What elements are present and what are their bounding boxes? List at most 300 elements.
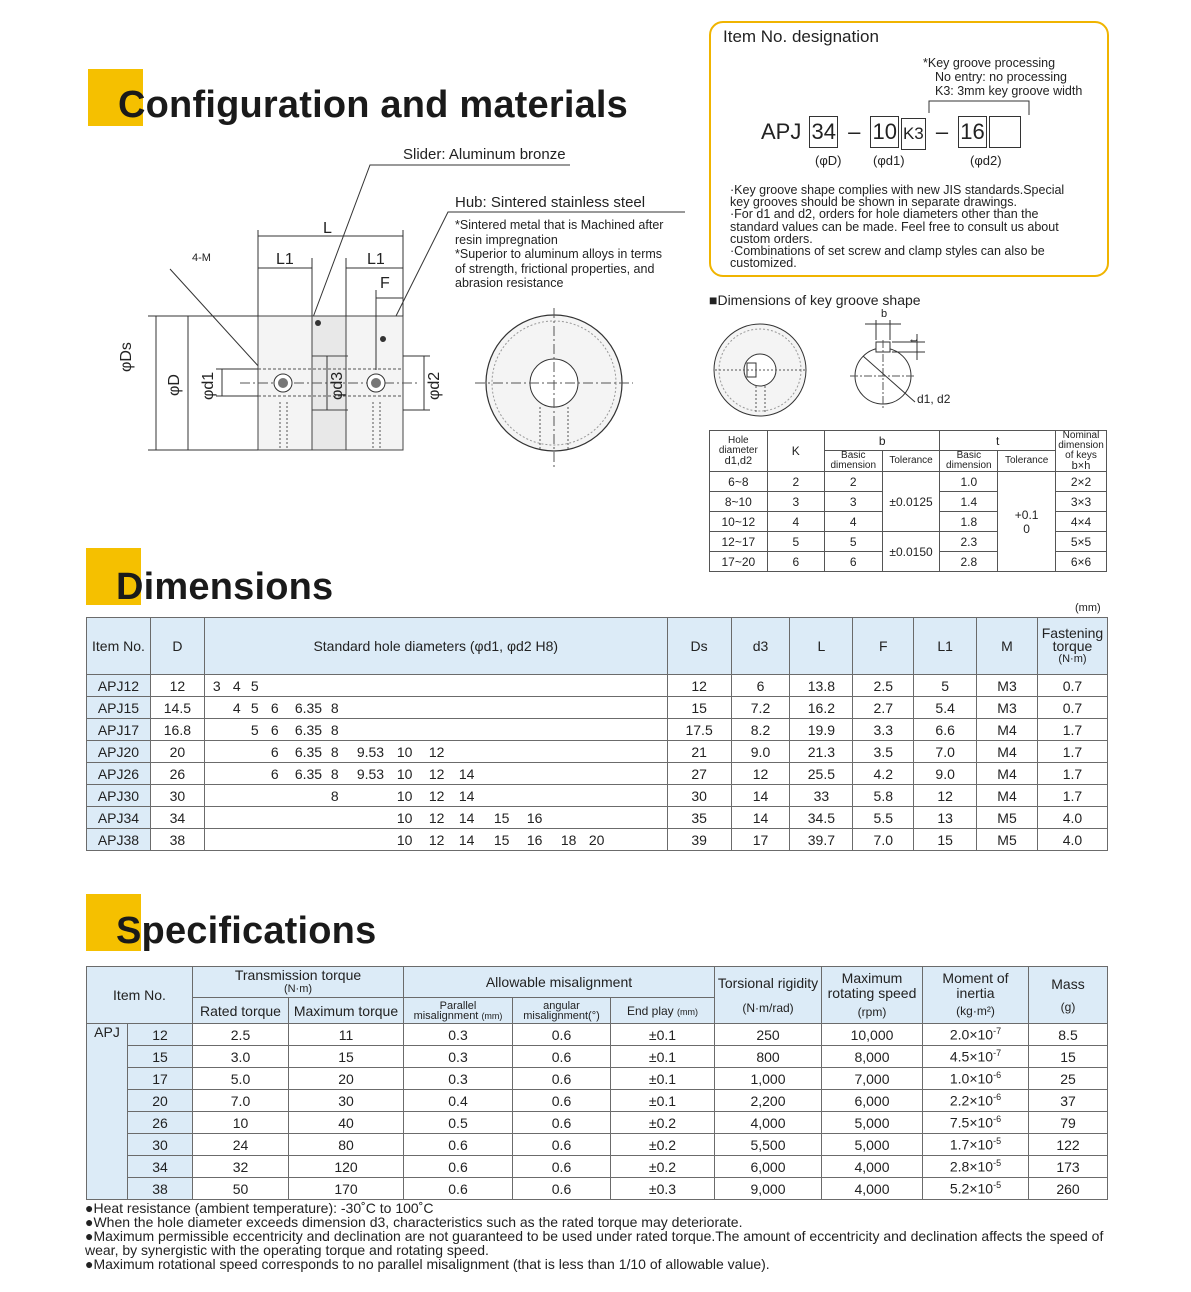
spec-th-trans-label: Transmission torque: [234, 967, 362, 983]
hole-diameter: 12: [428, 743, 445, 760]
spec-note: ●Maximum permissible eccentricity and declination are not guaranteed to be used under rated torque.The amount of eccentricity and declination affects the speed of wear, by synergistic with the operating torque and rotating speed.: [85, 1228, 1104, 1258]
key-b: 5: [824, 532, 882, 552]
key-th-text: d1,d2: [724, 455, 753, 467]
hole-diameter: 4: [232, 677, 241, 694]
dim-holes: [204, 741, 667, 763]
dim-holes: [204, 719, 667, 741]
hole-diameter: 9.53: [356, 743, 385, 760]
spec-ang: 0.6: [513, 1156, 611, 1178]
dim-T: 0.7: [1037, 675, 1107, 697]
dim-M: M3: [977, 675, 1038, 697]
dim-D: 20: [150, 741, 204, 763]
key-nominal: 5×5: [1056, 532, 1107, 552]
hub-note-line: resin impregnation: [455, 232, 558, 247]
code-d1-box: 10: [870, 116, 898, 148]
hole-diameter: 6.35: [294, 699, 323, 716]
dim-L: 39.7: [790, 829, 853, 851]
dim-T: 1.7: [1037, 763, 1107, 785]
spec-th-torsional-label: Torsional rigidity: [717, 975, 819, 991]
spec-inertia: [923, 1024, 1029, 1046]
spec-speed: 10,000: [822, 1024, 923, 1046]
spec-mass: 173: [1029, 1156, 1108, 1178]
spec-th-parallel-line: [404, 1011, 512, 1021]
key-label-b: b: [881, 308, 888, 320]
spec-ang: 0.6: [513, 1178, 611, 1200]
spec-speed: 4,000: [822, 1178, 923, 1200]
spec-th-angular-line: [513, 1011, 610, 1021]
spec-inertia-value: 1.0×10: [949, 1070, 994, 1087]
spec-par: 0.3: [404, 1024, 513, 1046]
spec-th-mass: [1029, 967, 1108, 1024]
spec-inertia: [923, 1090, 1029, 1112]
dim-d3: 14: [731, 785, 790, 807]
spec-th-angular-label: misalignment: [523, 1009, 589, 1022]
dim-M: M4: [977, 763, 1038, 785]
spec-inertia-exponent: -7: [993, 1026, 1002, 1037]
spec-tors: 1,000: [715, 1068, 822, 1090]
designation-note: standard values can be made. Feel free to consult us about: [730, 219, 1059, 234]
hole-diameter: 10: [396, 787, 413, 804]
dim-D: 30: [150, 785, 204, 807]
dim-L1: 5.4: [914, 697, 977, 719]
dim-M: M5: [977, 829, 1038, 851]
dim-label-L1-left: L1: [276, 251, 294, 268]
spec-size: 30: [128, 1134, 193, 1156]
hub-note-line: of strength, frictional properties, and: [455, 261, 655, 276]
dim-L1: 13: [914, 807, 977, 829]
spec-th-max: Maximum torque: [289, 998, 404, 1024]
dim-F: 5.8: [853, 785, 914, 807]
dim-holes: [204, 697, 667, 719]
key-th-text: Basic: [841, 450, 866, 461]
key-t: 1.0: [940, 472, 998, 492]
dim-item: APJ12: [87, 675, 151, 697]
hole-diameter: 14: [458, 765, 475, 782]
spec-rated: 7.0: [193, 1090, 289, 1112]
spec-mass: 25: [1029, 1068, 1108, 1090]
dim-holes: [204, 807, 667, 829]
spec-size: 12: [128, 1024, 193, 1046]
dim-item: APJ26: [87, 763, 151, 785]
spec-max: 15: [289, 1046, 404, 1068]
spec-speed: 8,000: [822, 1046, 923, 1068]
code-label-d2: (φd2): [970, 153, 1002, 168]
table-row: [87, 1068, 1108, 1090]
spec-th-parallel: [404, 998, 513, 1024]
dim-M: M5: [977, 807, 1038, 829]
key-th-t: t: [940, 431, 1056, 451]
dim-F: 4.2: [853, 763, 914, 785]
dim-label-D: φD: [166, 374, 183, 396]
spec-th-misalignment: Allowable misalignment: [404, 967, 715, 998]
key-t-tol: [998, 472, 1056, 572]
key-k: 6: [767, 552, 824, 572]
spec-inertia-value: 1.7×10: [949, 1136, 994, 1153]
key-note-line: K3: 3mm key groove width: [935, 84, 1083, 98]
spec-inertia-exponent: -5: [993, 1180, 1002, 1191]
spec-th-mass-label: Mass: [1051, 976, 1085, 992]
spec-note: ●Maximum rotational speed corresponds to no parallel misalignment (that is less than 1/10 of allowable value).: [85, 1256, 770, 1272]
spec-th-speed-label: Maximum: [841, 969, 903, 986]
code-d-box: 34: [809, 116, 837, 148]
spec-rated: 2.5: [193, 1024, 289, 1046]
spec-th-parallel-label: Parallel: [439, 999, 477, 1012]
dim-Ds: 35: [667, 807, 731, 829]
spec-rated: 10: [193, 1112, 289, 1134]
spec-th-parallel-label: misalignment: [413, 1009, 479, 1022]
spec-mass: 37: [1029, 1090, 1108, 1112]
spec-par: 0.6: [404, 1156, 513, 1178]
designation-code: [761, 116, 1021, 150]
dim-d3: 17: [731, 829, 790, 851]
table-row: [87, 1134, 1108, 1156]
table-row: [87, 1112, 1108, 1134]
key-t: 1.4: [940, 492, 998, 512]
table-row: [87, 1024, 1108, 1046]
key-groove-title: ■Dimensions of key groove shape: [709, 292, 921, 308]
key-th-text: of keys: [1065, 450, 1097, 461]
spec-th-inertia: [923, 967, 1029, 1024]
hole-diameter: 15: [493, 831, 510, 848]
spec-mass: 79: [1029, 1112, 1108, 1134]
key-th-b-tol: Tolerance: [882, 451, 940, 472]
key-note-line: No entry: no processing: [935, 70, 1068, 84]
designation-note: ·Key groove shape complies with new JIS standards.Special: [730, 183, 1065, 197]
hole-diameter: 3: [212, 677, 221, 694]
hole-diameter: 8: [330, 743, 339, 760]
key-nominal: 2×2: [1056, 472, 1107, 492]
table-row: [87, 785, 1108, 807]
spec-inertia-value: 2.2×10: [949, 1092, 994, 1109]
spec-th-item: Item No.: [87, 967, 193, 1024]
spec-th-inertia-label: Moment of: [942, 970, 1009, 986]
dim-th-torque: [1037, 618, 1107, 675]
spec-tors: 5,500: [715, 1134, 822, 1156]
key-b: 6: [824, 552, 882, 572]
key-label-d: d1, d2: [917, 392, 951, 406]
dim-d3: 12: [731, 763, 790, 785]
key-hole: 8~10: [710, 492, 768, 512]
spec-th-speed-unit: (rpm): [857, 1004, 887, 1019]
code-label-d1: (φd1): [873, 153, 905, 168]
spec-tors: 800: [715, 1046, 822, 1068]
code-label-d: (φD): [815, 153, 842, 168]
dim-D: 12: [150, 675, 204, 697]
dim-holes: [204, 675, 667, 697]
spec-end: ±0.1: [611, 1024, 715, 1046]
code-dash: –: [848, 119, 861, 144]
dim-item: APJ38: [87, 829, 151, 851]
table-row: [87, 763, 1108, 785]
key-t-tol-lower: 0: [1023, 521, 1030, 536]
spec-inertia: [923, 1046, 1029, 1068]
dim-L: 21.3: [790, 741, 853, 763]
spec-par: 0.3: [404, 1046, 513, 1068]
dim-Ds: 27: [667, 763, 731, 785]
spec-size: 15: [128, 1046, 193, 1068]
key-th-hole: [710, 431, 768, 472]
key-t: 2.3: [940, 532, 998, 552]
dim-D: 34: [150, 807, 204, 829]
spec-th-inertia-label: inertia: [956, 985, 995, 1001]
designation-note: ·For d1 and d2, orders for hole diameters other than the: [730, 207, 1039, 222]
dim-th-d3: d3: [731, 618, 790, 675]
spec-ang: 0.6: [513, 1090, 611, 1112]
hole-diameter: 6.35: [294, 743, 323, 760]
hole-diameter: 8: [330, 721, 339, 738]
key-th-k: K: [767, 431, 824, 472]
dim-F: 3.3: [853, 719, 914, 741]
dim-label-d1: φd1: [200, 371, 217, 400]
spec-inertia-exponent: -6: [993, 1092, 1002, 1103]
dim-L: 16.2: [790, 697, 853, 719]
spec-th-mass-unit: (g): [1060, 1000, 1076, 1014]
spec-speed: 4,000: [822, 1156, 923, 1178]
hole-diameter: 12: [428, 787, 445, 804]
dim-L1: 6.6: [914, 719, 977, 741]
table-row: [87, 1046, 1108, 1068]
spec-inertia: [923, 1156, 1029, 1178]
dim-F: 3.5: [853, 741, 914, 763]
key-t-tol-upper: +0.1: [1014, 507, 1039, 522]
spec-max: 11: [289, 1024, 404, 1046]
key-th-text: Nominal: [1062, 430, 1100, 441]
spec-th-speed: [822, 967, 923, 1024]
spec-inertia-exponent: -6: [993, 1070, 1002, 1081]
spec-rated: 3.0: [193, 1046, 289, 1068]
spec-max: 80: [289, 1134, 404, 1156]
spec-speed: 6,000: [822, 1090, 923, 1112]
designation-note: key grooves should be shown in separate drawings.: [730, 195, 1017, 210]
specifications-title: Specifications: [116, 910, 377, 952]
spec-par: 0.6: [404, 1134, 513, 1156]
dim-th-L1: L1: [914, 618, 977, 675]
spec-th-parallel-unit: (mm): [481, 1010, 503, 1021]
spec-inertia-value: 4.5×10: [949, 1048, 994, 1065]
spec-th-trans: [193, 967, 404, 998]
dim-F: 7.0: [853, 829, 914, 851]
dim-holes: [204, 763, 667, 785]
specifications-table: [86, 966, 1108, 1200]
dim-Ds: 17.5: [667, 719, 731, 741]
key-t: 1.8: [940, 512, 998, 532]
hub-label: Hub: Sintered stainless steel: [455, 194, 646, 211]
spec-th-torsional: [715, 967, 822, 1024]
spec-series: APJ: [87, 1024, 128, 1200]
hole-diameter: 14: [458, 787, 475, 804]
spec-mass: 260: [1029, 1178, 1108, 1200]
key-th-b: b: [824, 431, 940, 451]
hole-diameter: 5: [250, 699, 259, 716]
dim-L1: 12: [914, 785, 977, 807]
spec-max: 170: [289, 1178, 404, 1200]
dim-T: 4.0: [1037, 807, 1107, 829]
designation-note: ·Combinations of set screw and clamp styles can also be: [730, 244, 1045, 259]
hole-diameter: 18: [560, 831, 577, 848]
table-row: [87, 719, 1108, 741]
key-label-t: t: [909, 339, 920, 342]
spec-inertia-exponent: -5: [993, 1136, 1002, 1147]
code-blank-box: [989, 116, 1021, 148]
hole-diameter: 6.35: [294, 721, 323, 738]
key-b: 3: [824, 492, 882, 512]
spec-max: 30: [289, 1090, 404, 1112]
hole-diameter: 8: [330, 765, 339, 782]
dim-M: M4: [977, 719, 1038, 741]
dim-T: 0.7: [1037, 697, 1107, 719]
hole-diameter: 6.35: [294, 765, 323, 782]
dim-th-M: M: [977, 618, 1038, 675]
hole-diameter: 12: [428, 831, 445, 848]
dim-th-L: L: [790, 618, 853, 675]
dim-D: 38: [150, 829, 204, 851]
spec-end: ±0.1: [611, 1068, 715, 1090]
key-th-text: Hole: [728, 435, 749, 446]
hole-diameter: 9.53: [356, 765, 385, 782]
dim-item: APJ30: [87, 785, 151, 807]
dim-label-d2: φd2: [426, 371, 443, 400]
dim-Ds: 30: [667, 785, 731, 807]
spec-th-torsional-unit: (N·m/rad): [742, 1001, 794, 1015]
hub-note-line: *Superior to aluminum alloys in terms: [455, 247, 663, 261]
hole-diameter: 6: [270, 743, 279, 760]
hole-diameter: 5: [250, 721, 259, 738]
hole-diameter: 16: [526, 831, 543, 848]
hole-diameter: 6: [270, 765, 279, 782]
key-hole: 17~20: [710, 552, 768, 572]
spec-tors: 250: [715, 1024, 822, 1046]
spec-notes: [85, 1201, 1115, 1271]
spec-inertia-value: 2.0×10: [949, 1026, 994, 1043]
dim-T: 1.7: [1037, 741, 1107, 763]
hole-diameter: 6: [270, 699, 279, 716]
spec-th-rated: Rated torque: [193, 998, 289, 1024]
key-nominal: 3×3: [1056, 492, 1107, 512]
spec-note: ●When the hole diameter exceeds dimension d3, characteristics such as the rated torque may deteriorate.: [85, 1214, 743, 1230]
key-k: 2: [767, 472, 824, 492]
hub-notes: [455, 218, 663, 291]
spec-inertia-exponent: -7: [993, 1048, 1002, 1059]
hole-diameter: 4: [232, 699, 241, 716]
hole-diameter: 20: [588, 831, 605, 848]
dim-label-Ds: φDs: [118, 342, 135, 372]
table-row: [87, 675, 1108, 697]
key-th-text: b×h: [1071, 460, 1091, 472]
table-row: [87, 1156, 1108, 1178]
spec-end: ±0.1: [611, 1046, 715, 1068]
spec-th-endplay-label: End play: [626, 1003, 674, 1018]
spec-max: 40: [289, 1112, 404, 1134]
code-d2-box: 16: [958, 116, 986, 148]
spec-speed: 5,000: [822, 1134, 923, 1156]
dim-L1: 5: [914, 675, 977, 697]
dim-th-D: D: [150, 618, 204, 675]
designation-note: custom orders.: [730, 231, 813, 246]
hole-diameter: 10: [396, 831, 413, 848]
dim-item: APJ20: [87, 741, 151, 763]
table-row: [87, 741, 1108, 763]
spec-ang: 0.6: [513, 1068, 611, 1090]
dim-M: M4: [977, 785, 1038, 807]
dim-th-holes: Standard hole diameters (φd1, φd2 H8): [204, 618, 667, 675]
dim-d3: 7.2: [731, 697, 790, 719]
dim-d3: 14: [731, 807, 790, 829]
hub-note-line: abrasion resistance: [455, 276, 564, 290]
hole-diameter: 10: [396, 809, 413, 826]
dim-label-M: 4-M: [192, 252, 211, 264]
dim-F: 2.7: [853, 697, 914, 719]
key-th-b-basic: [824, 451, 882, 472]
hole-diameter: 8: [330, 699, 339, 716]
key-k: 4: [767, 512, 824, 532]
dim-th-F: F: [853, 618, 914, 675]
dim-item: APJ15: [87, 697, 151, 719]
dim-th-torque-line: torque: [1052, 637, 1093, 654]
spec-size: 38: [128, 1178, 193, 1200]
dimensions-table: [86, 617, 1108, 851]
key-hole: 12~17: [710, 532, 768, 552]
spec-th-speed-label: rotating speed: [827, 984, 917, 1001]
key-th-nominal: [1056, 431, 1107, 472]
dim-M: M4: [977, 741, 1038, 763]
spec-par: 0.3: [404, 1068, 513, 1090]
spec-tors: 9,000: [715, 1178, 822, 1200]
spec-inertia: [923, 1178, 1029, 1200]
key-th-text: Basic: [956, 450, 982, 461]
spec-inertia-exponent: -5: [993, 1158, 1002, 1169]
spec-inertia: [923, 1112, 1029, 1134]
spec-max: 120: [289, 1156, 404, 1178]
spec-size: 34: [128, 1156, 193, 1178]
spec-th-trans-unit: (N·m): [283, 983, 313, 995]
hub-note-line: *Sintered metal that is Machined after: [455, 218, 664, 232]
spec-inertia-value: 2.8×10: [949, 1158, 994, 1175]
spec-inertia: [923, 1068, 1029, 1090]
key-nominal: 6×6: [1056, 552, 1107, 572]
spec-ang: 0.6: [513, 1046, 611, 1068]
spec-speed: 7,000: [822, 1068, 923, 1090]
key-th-t-basic: [940, 451, 998, 472]
spec-size: 17: [128, 1068, 193, 1090]
dim-item: APJ17: [87, 719, 151, 741]
spec-par: 0.4: [404, 1090, 513, 1112]
key-hole: 6~8: [710, 472, 768, 492]
spec-end: ±0.2: [611, 1134, 715, 1156]
dim-th-torque-line: (N·m): [1058, 652, 1087, 665]
key-th-text: dimension: [830, 460, 877, 471]
key-t: 2.8: [940, 552, 998, 572]
dim-L: 25.5: [790, 763, 853, 785]
key-b: 2: [824, 472, 882, 492]
key-k: 5: [767, 532, 824, 552]
spec-rated: 50: [193, 1178, 289, 1200]
spec-tors: 6,000: [715, 1156, 822, 1178]
spec-th-angular-unit: (°): [588, 1009, 600, 1022]
table-row: [87, 807, 1108, 829]
key-th-text: dimension: [946, 460, 992, 471]
hole-diameter: 10: [396, 743, 413, 760]
dim-d3: 6: [731, 675, 790, 697]
designation-box: [709, 21, 1109, 277]
dim-D: 26: [150, 763, 204, 785]
dim-d3: 9.0: [731, 741, 790, 763]
spec-mass: 15: [1029, 1046, 1108, 1068]
code-dash: –: [935, 119, 949, 144]
code-k-box: K3: [901, 118, 926, 150]
hole-diameter: 15: [493, 809, 510, 826]
spec-inertia-exponent: -6: [993, 1114, 1002, 1125]
designation-notes: [730, 184, 1102, 269]
